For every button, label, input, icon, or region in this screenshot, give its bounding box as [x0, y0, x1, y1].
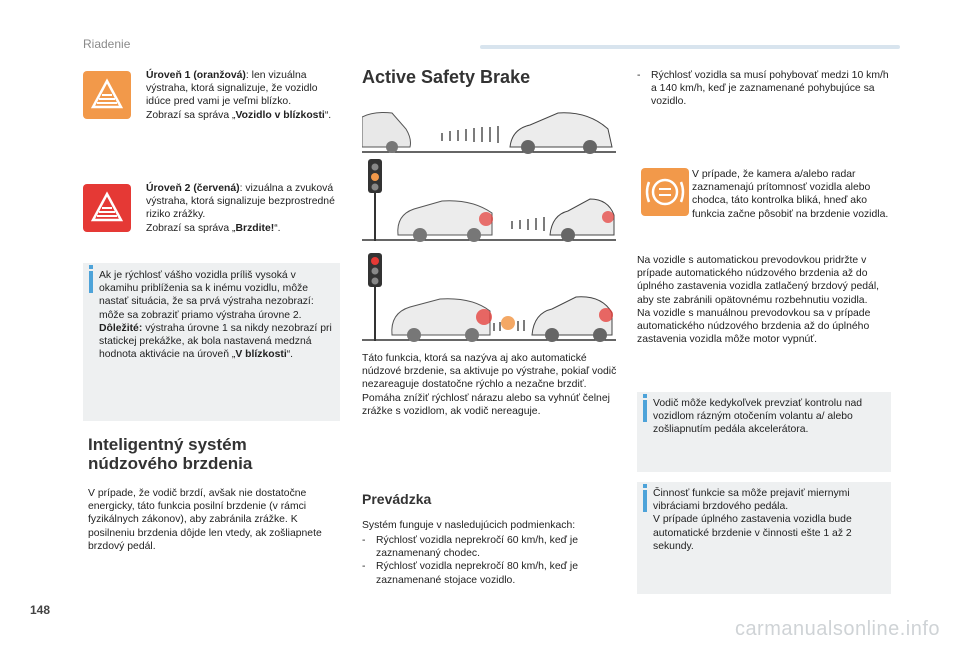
orange-warning-icon: [83, 71, 131, 119]
asb-indicator-icon: [641, 168, 689, 216]
operation-conditions-list-continued: [637, 69, 889, 109]
level1-paragraph: Úroveň 1 (oranžová): len vizuálna výstraha, ktorá signalizuje, že vozidlo idúce pred vami je veľmi blízko. Zobrazí sa správa „Vozidlo v blízkosti“.: [146, 70, 332, 121]
illustration-red-alert-braking: [362, 253, 616, 343]
info-icon: [643, 490, 647, 512]
illustration-distance-warning: [362, 99, 616, 155]
camera-indicator-text: V prípade, že kamera a/alebo radar zaznamenajú prítomnosť vozidla alebo chodca, táto kontrolka bliká, hneď ako funkcia začne pôsobiť na brzdenie vozidla.: [692, 169, 889, 220]
operation-intro: Systém funguje v nasledujúcich podmienkach:: [362, 520, 576, 531]
info-note-speed: Ak je rýchlosť vášho vozidla príliš vysoká v okamihu priblíženia sa k inému vozidlu, môže nastať situácia, že sa prvá výstraha nezobrazí: môže sa zobraziť priamo výstraha úrovne 2. Dôležité: výstraha úrovne 1 sa nikdy nezobrazí pri statickej prekážke, ak bola nastavená medzná hodnota aktivácie na úroveň „V blízkosti“.: [83, 263, 340, 421]
info-note-vibration: Činnosť funkcie sa môže prejaviť miernymi vibráciami brzdového pedála. V prípade úplného zastavenia vozidla bude automatické brzdenie v činnosti ešte 1 až 2 sekundy.: [637, 482, 891, 594]
page-title: Active Safety Brake: [362, 67, 531, 87]
info-icon: [89, 271, 93, 293]
intelligent-braking-body: V prípade, že vodič brzdí, avšak nie dostatočne energicky, táto funkcia posilní brzdenie (v rámci fyzikálnych zákonov), aby zabránila zrážke. K posilneniu brzdenia dôjde len vtedy, ak zošliapnete brzdový pedál.: [88, 488, 322, 552]
list-item: - Rýchlosť vozidla sa musí pohybovať medzi 10 km/h a 140 km/h, keď je zaznamenané pohybujúce sa vozidlo.: [637, 69, 889, 109]
section-title-operation: Prevádzka: [362, 491, 432, 507]
list-item: - Rýchlosť vozidla neprekročí 80 km/h, keď je zaznamenané stojace vozidlo.: [362, 560, 618, 586]
operation-conditions-list: [362, 534, 618, 587]
header-bar: [480, 45, 900, 49]
asb-description: Táto funkcia, ktorá sa nazýva aj ako automatické núdzové brzdenie, sa aktivuje po výstrahe, pokiaľ vodič nezareaguje dostatočne rýchlo a nezačne brzdiť. Pomáha znížiť rýchlosť nárazu alebo sa vyhnúť čelnej zrážke s vozidlom, ak vodič nereaguje.: [362, 353, 617, 417]
level2-paragraph: Úroveň 2 (červená): vizuálna a zvuková výstraha, ktorá signalizuje bezprostredné riziko zrážky. Zobrazí sa správa „Brzdite!“.: [146, 183, 335, 234]
watermark: carmanualsonline.info: [734, 618, 940, 640]
red-warning-icon: [83, 184, 131, 232]
section-header: Riadenie: [83, 37, 131, 51]
page-number: 148: [30, 603, 51, 617]
info-icon: [643, 400, 647, 422]
info-note-override: Vodič môže kedykoľvek prevziať kontrolu nad vozidlom rázným otočením volantu a/ alebo zošliapnutím pedála akcelerátora.: [637, 392, 891, 472]
illustration-orange-alert: [362, 159, 616, 243]
section-title-intelligent-braking: Inteligentný systém núdzového brzdenia: [88, 435, 253, 473]
list-item: - Rýchlosť vozidla neprekročí 60 km/h, keď je zaznamenaný chodec.: [362, 534, 618, 560]
gearbox-paragraph: Na vozidle s automatickou prevodovkou pridržte v prípade automatického núdzového brzdenia až do úplného zastavenia vozidla zatlačený brzdový pedál, aby ste zabránili opätovnému rozbehnutiu vozidla. Na vozidle s manuálnou prevodovkou sa v prípade automatického núdzového brzdenia až do úplného zastavenia vozidla môže motor vypnúť.: [637, 255, 880, 346]
